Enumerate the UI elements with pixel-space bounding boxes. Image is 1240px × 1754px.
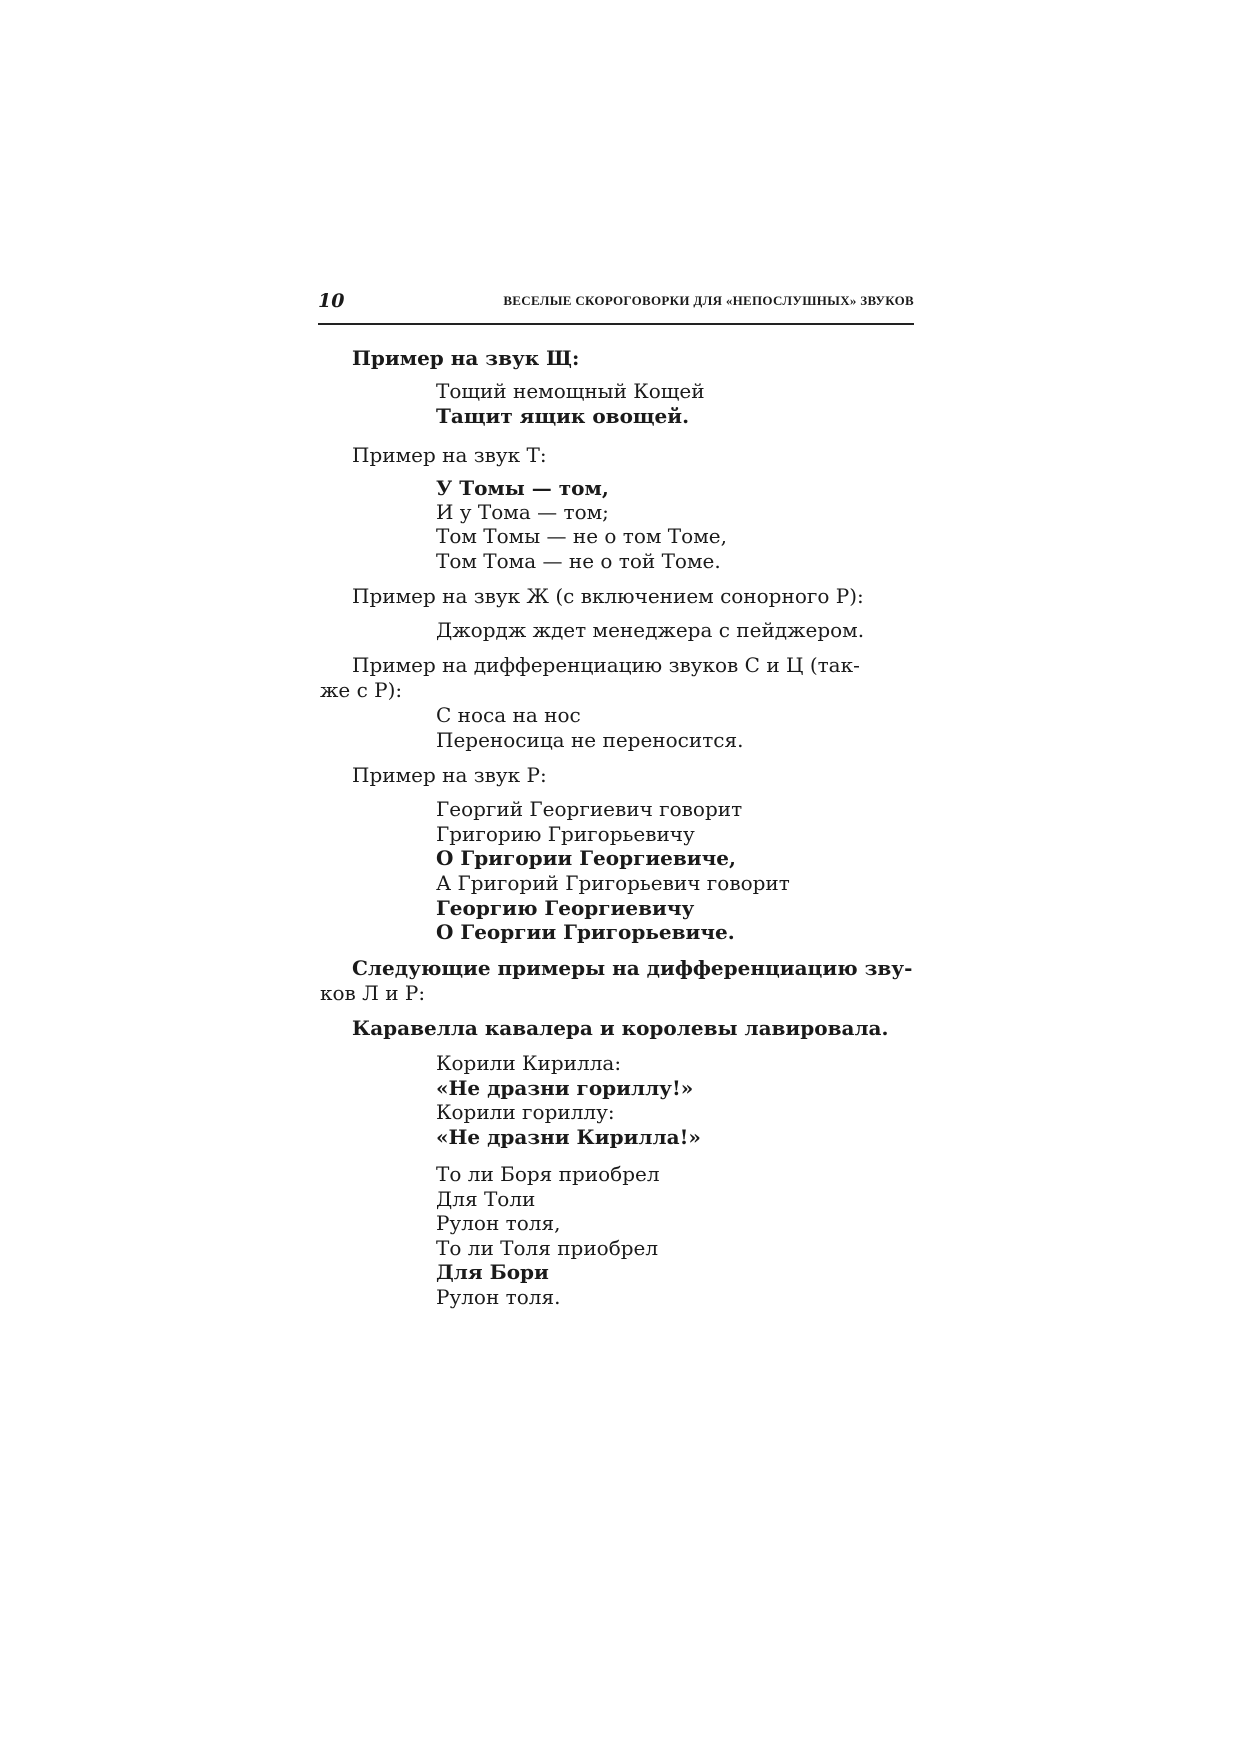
page-header (318, 288, 914, 318)
verse-line: Георгий Георгиевич говорит (436, 797, 743, 821)
example-label-lr-cont: ков Л и Р: (320, 981, 426, 1005)
verse-line: А Григорий Григорьевич говорит (436, 871, 790, 895)
verse-line: Рулон толя. (436, 1285, 561, 1309)
verse-line: Тащит ящик овощей. (436, 404, 690, 428)
verse-line: Для Бори (436, 1260, 549, 1284)
verse-line: Джордж ждет менеджера с пейджером. (436, 618, 865, 642)
verse-line: О Григории Георгиевиче, (436, 846, 736, 870)
example-label-t: Пример на звук Т: (352, 443, 547, 467)
verse-line: Том Тома — не о той Томе. (436, 549, 721, 573)
example-label-r: Пример на звук Р: (352, 763, 547, 787)
verse-line: Для Толи (436, 1187, 536, 1211)
verse-line: Переносица не переносится. (436, 728, 744, 752)
header-rule (318, 323, 914, 325)
verse-line: С носа на нос (436, 703, 581, 727)
verse-line: «Не дразни Кирилла!» (436, 1125, 701, 1149)
verse-line: Корили Кирилла: (436, 1051, 622, 1075)
page-number: 10 (318, 290, 345, 312)
verse-line: И у Тома — том; (436, 500, 609, 524)
verse-line: «Не дразни гориллу!» (436, 1076, 694, 1100)
example-label-sch: Пример на звук Щ: (352, 346, 580, 370)
verse-line: Том Томы — не о том Томе, (436, 524, 727, 548)
verse-line: Рулон толя, (436, 1211, 561, 1235)
verse-line: Георгию Георгиевичу (436, 896, 695, 920)
example-label-sc: Пример на дифференциацию звуков С и Ц (так- (352, 653, 860, 677)
verse-line: Григорию Григорьевичу (436, 822, 695, 846)
example-label-zh: Пример на звук Ж (с включением сонорного Р): (352, 584, 864, 608)
example-label-sc-cont: же с Р): (320, 678, 403, 702)
verse-line: О Георгии Григорьевиче. (436, 920, 735, 944)
verse-line: Корили гориллу: (436, 1100, 615, 1124)
running-title: ВЕСЕЛЫЕ СКОРОГОВОРКИ ДЛЯ «НЕПОСЛУШНЫХ» ЗВУКОВ (503, 293, 914, 308)
verse-line: Тощий немощный Кощей (436, 379, 705, 403)
example-label-lr: Следующие примеры на дифференциацию зву- (352, 956, 913, 980)
verse-line: То ли Боря приобрел (436, 1162, 660, 1186)
tongue-twister-line: Каравелла кавалера и королевы лавировала. (352, 1016, 889, 1040)
verse-line: То ли Толя приобрел (436, 1236, 659, 1260)
verse-line: У Томы — том, (436, 476, 609, 500)
